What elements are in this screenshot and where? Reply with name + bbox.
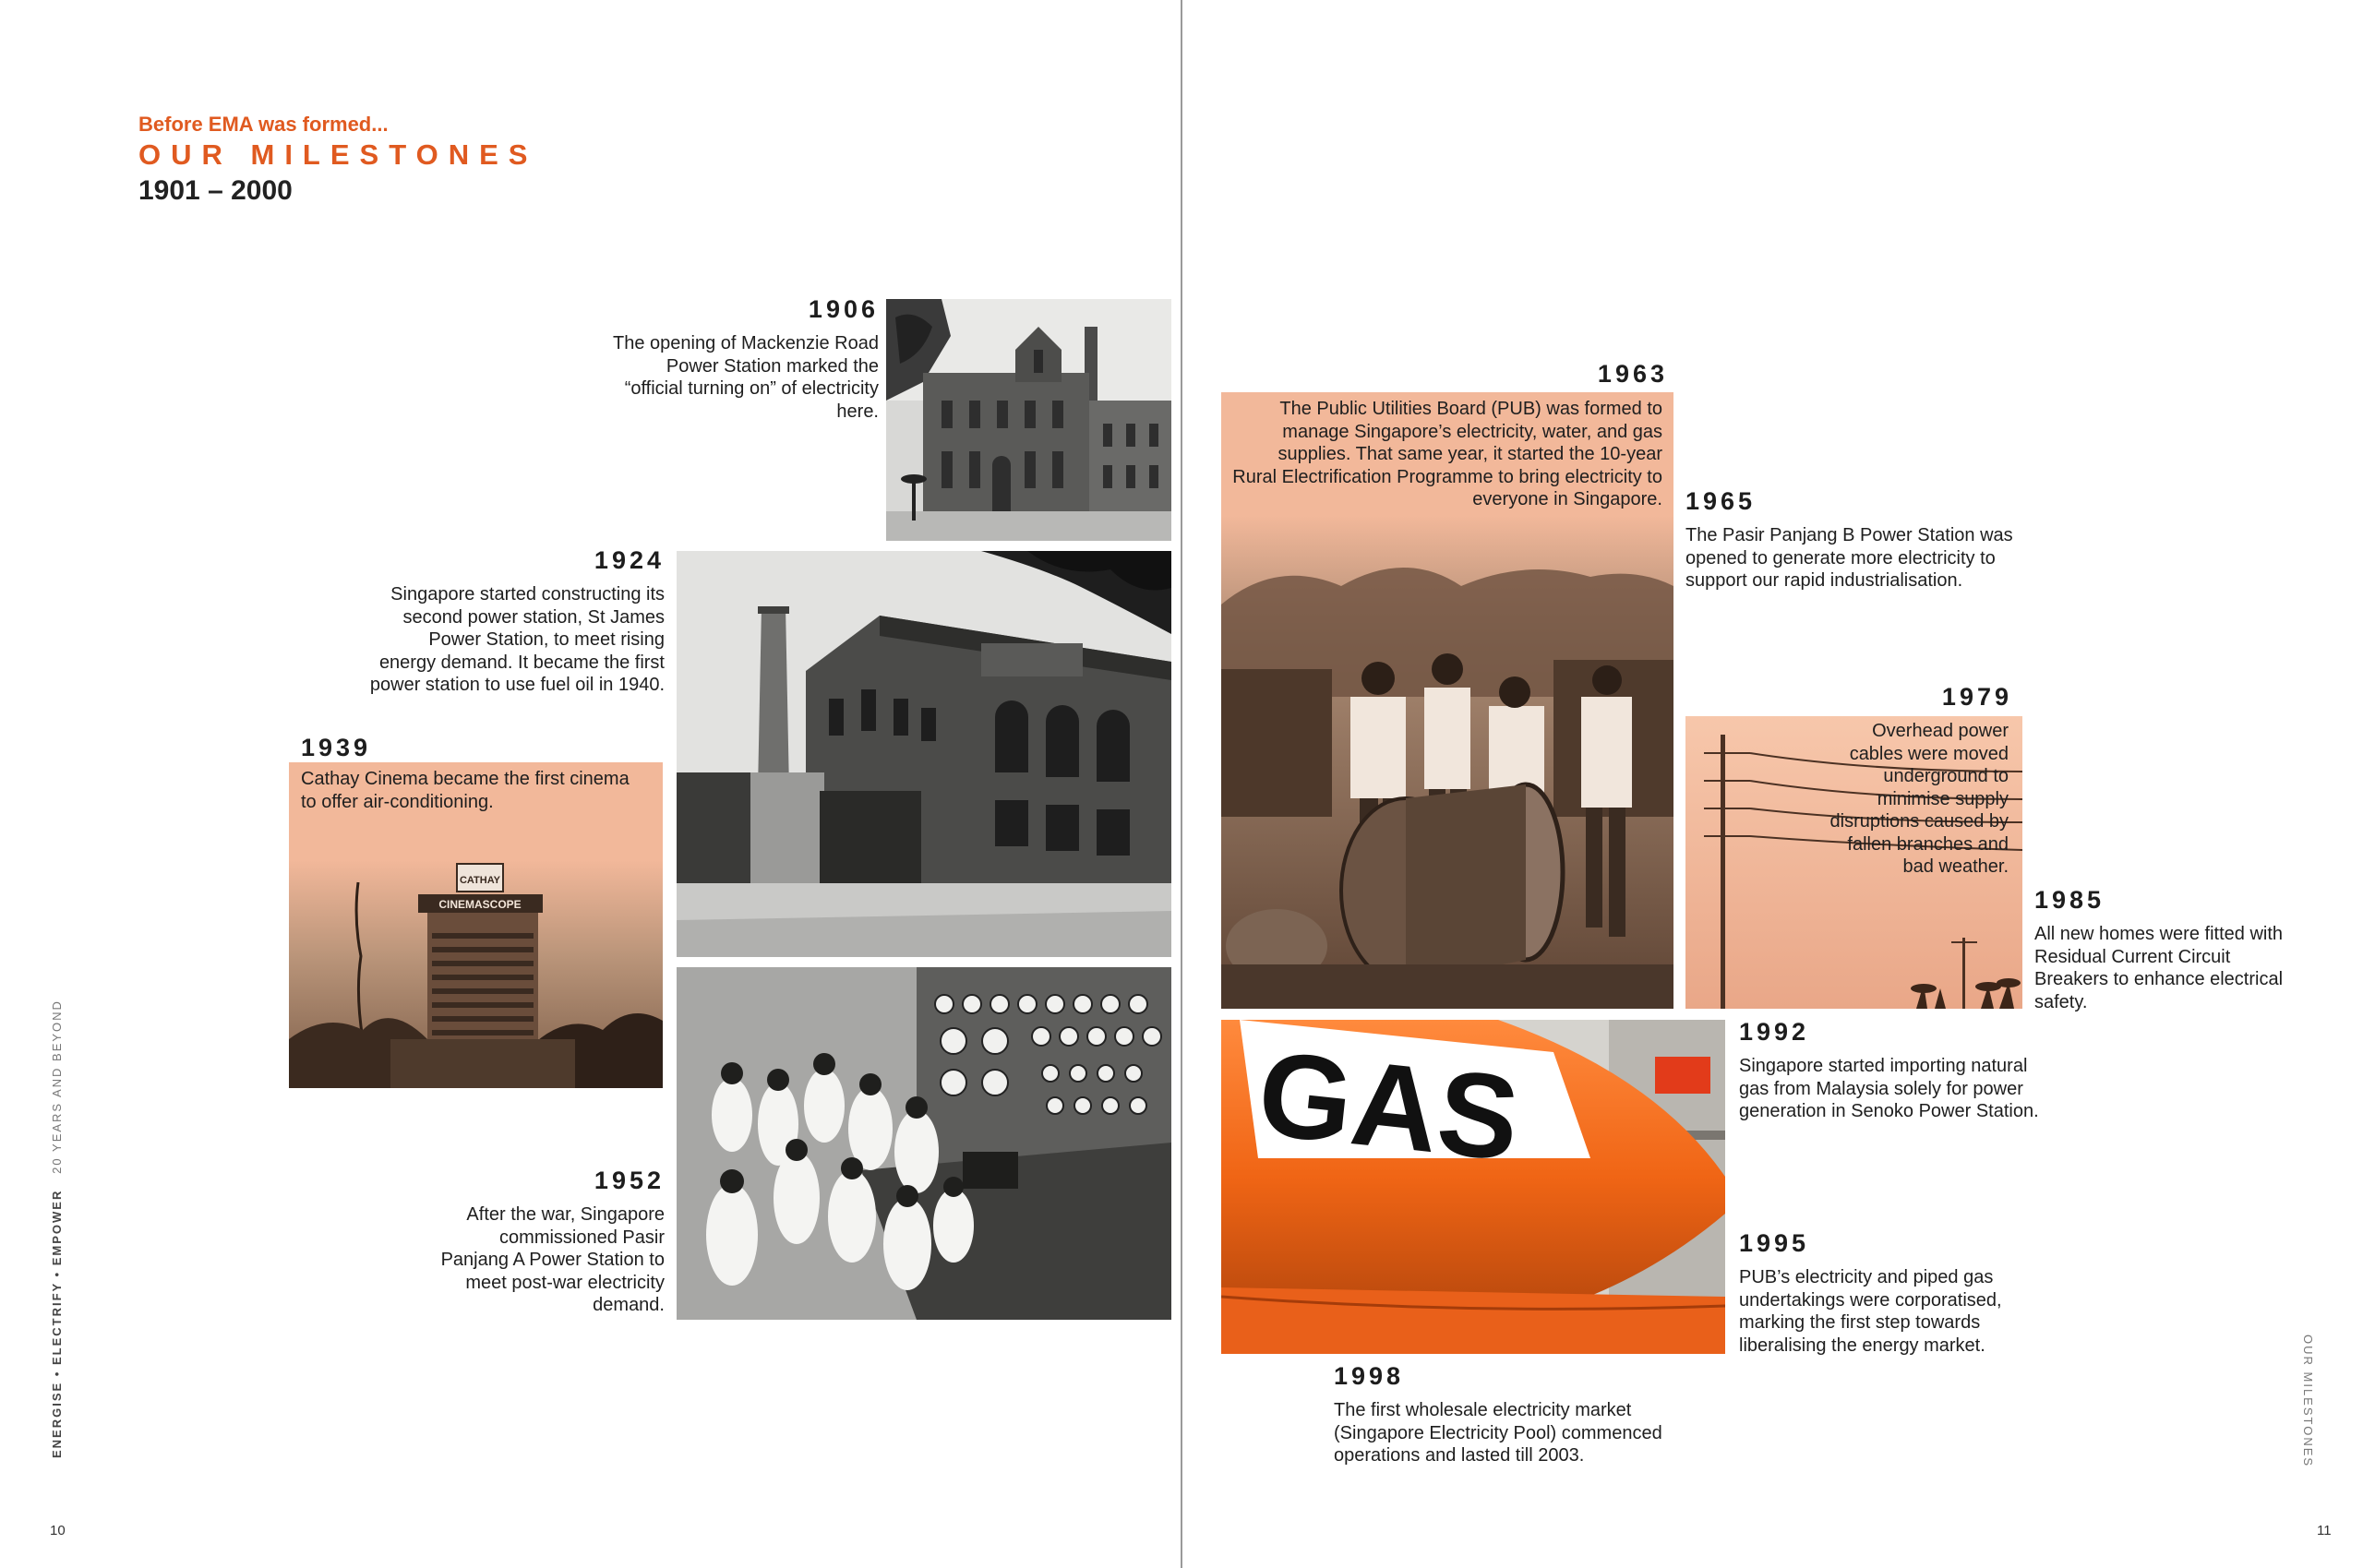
year-1985: 1985	[2034, 886, 2105, 914]
section-kicker: Before EMA was formed...	[138, 113, 389, 136]
text-1906: The opening of Mackenzie Road Power Station marked the “official turning on” of electricity here.	[613, 333, 879, 422]
tagline-bold: ENERGISE • ELECTRIFY • EMPOWER	[50, 1189, 64, 1458]
left-side-tagline	[50, 999, 64, 1458]
text-1952: After the war, Singapore commissioned Pasir Panjang A Power Station to meet post-war electricity demand.	[440, 1204, 665, 1315]
photo-pasir-panjang-a-control-room	[677, 967, 1171, 1320]
year-1995: 1995	[1739, 1229, 1810, 1257]
photo-rural-electrification	[1221, 392, 1673, 1009]
year-1963: 1963	[1597, 360, 1668, 388]
photo-mackenzie-power-station	[886, 299, 1171, 541]
year-1939: 1939	[301, 734, 372, 761]
cinema-sign-text: CINEMASCOPE	[438, 898, 522, 911]
year-1992: 1992	[1739, 1018, 1810, 1046]
text-1939: Cathay Cinema became the first cinema to offer air-conditioning.	[301, 769, 630, 812]
year-1952: 1952	[594, 1167, 665, 1194]
photo-overhead-cables	[1685, 716, 2022, 1009]
year-1906: 1906	[808, 295, 879, 323]
tagline-light: 20 YEARS AND BEYOND	[50, 999, 64, 1174]
year-1979: 1979	[1941, 683, 2012, 711]
page-number-right: 11	[2317, 1523, 2332, 1538]
photo-cathay-cinema	[289, 762, 663, 1088]
right-side-tagline: OUR MILESTONES	[2301, 1335, 2315, 1468]
year-1998: 1998	[1334, 1362, 1405, 1390]
year-range: 1901 – 2000	[138, 175, 293, 206]
text-1995: PUB’s electricity and piped gas undertakings were corporatised, marking the first step towards liberalising the energy market.	[1739, 1267, 2002, 1356]
text-1963: The Public Utilities Board (PUB) was formed to manage Singapore’s electricity, water, and gas supplies. That same year, it started the 10-year Rural Electrification Programme to bring electricity to everyone in Singapore.	[1232, 399, 1662, 509]
photo-st-james-power-station	[677, 551, 1171, 957]
text-1965: The Pasir Panjang B Power Station was opened to generate more electricity to support our rapid industrialisation.	[1685, 525, 2013, 591]
text-1992: Singapore started importing natural gas from Malaysia solely for power generation in Senoko Power Station.	[1739, 1056, 2039, 1121]
text-1985: All new homes were fitted with Residual Current Circuit Breakers to enhance electrical safety.	[2034, 924, 2284, 1012]
year-1924: 1924	[594, 546, 665, 574]
year-1965: 1965	[1685, 487, 1757, 515]
text-1924: Singapore started constructing its second power station, St James Power Station, to meet rising energy demand. It became the first power station to use fuel oil in 1940.	[369, 584, 665, 695]
text-1979: Overhead power cables were moved underground to minimise supply disruptions caused by fallen branches and bad weather.	[1829, 721, 2009, 877]
cinema-sign-top-text: CATHAY	[459, 875, 501, 886]
page-number-left: 10	[50, 1523, 66, 1538]
photo-gas-pipeline	[1221, 1020, 1725, 1354]
page-title: OUR MILESTONES	[138, 138, 538, 171]
text-1998: The first wholesale electricity market (Singapore Electricity Pool) commenced operations and lasted till 2003.	[1334, 1400, 1662, 1466]
gas-pipe-label: GAS	[1252, 1024, 1526, 1187]
page-spine	[1181, 0, 1182, 1568]
